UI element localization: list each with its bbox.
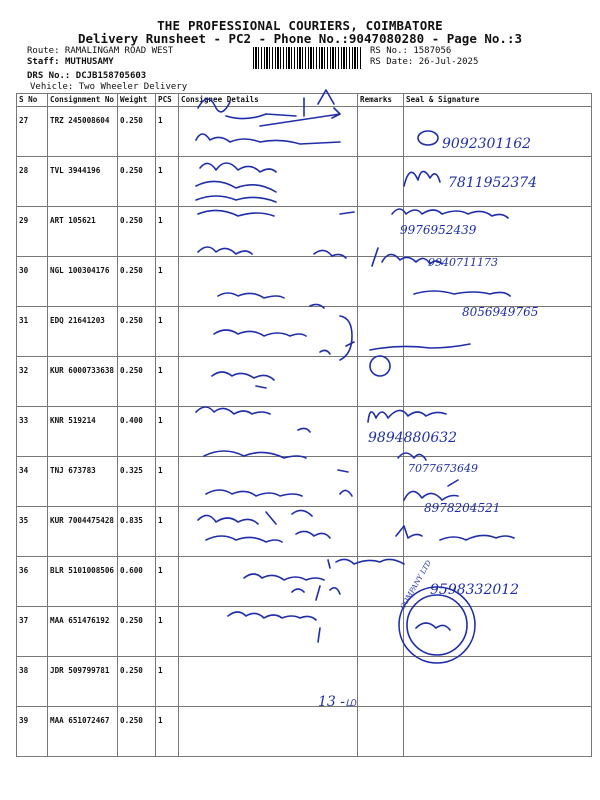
row-weight: 0.250	[118, 607, 156, 657]
row-pcs: 1	[156, 707, 179, 757]
col-sno: S No	[17, 94, 48, 107]
handwritten-phone: 9092301162	[442, 136, 532, 152]
row-consignee	[179, 107, 358, 157]
handwritten-phone: 9894880632	[368, 430, 458, 446]
row-weight: 0.835	[118, 507, 156, 557]
runsheet-table	[16, 93, 592, 757]
row-consignee	[179, 507, 358, 557]
row-sno: 33	[17, 407, 48, 457]
row-sno: 35	[17, 507, 48, 557]
row-sno: 27	[17, 107, 48, 157]
row-consignee	[179, 407, 358, 457]
col-weight: Weight	[118, 94, 156, 107]
row-remarks	[358, 307, 404, 357]
row-consignment: MAA 651476192	[48, 607, 118, 657]
row-consignee	[179, 657, 358, 707]
row-consignment: MAA 651072467	[48, 707, 118, 757]
row-consignment: TNJ 673783	[48, 457, 118, 507]
drs-number: DCJB158705603	[75, 71, 147, 81]
col-consignment: Consignment No	[48, 94, 118, 107]
row-pcs: 1	[156, 407, 179, 457]
row-signature	[404, 457, 592, 507]
table-row	[17, 407, 592, 457]
row-consignee	[179, 207, 358, 257]
row-signature	[404, 707, 592, 757]
row-sno: 30	[17, 257, 48, 307]
row-consignee	[179, 307, 358, 357]
row-signature	[404, 557, 592, 607]
row-weight: 0.250	[118, 707, 156, 757]
table-row	[17, 557, 592, 607]
handwritten-phone: 9976952439	[400, 223, 477, 237]
row-pcs: 1	[156, 607, 179, 657]
table-row	[17, 607, 592, 657]
row-weight: 0.400	[118, 407, 156, 457]
row-remarks	[358, 557, 404, 607]
row-pcs: 1	[156, 257, 179, 307]
row-consignee	[179, 457, 358, 507]
row-remarks	[358, 257, 404, 307]
staff-name: MUTHUSAMY	[64, 57, 114, 67]
rs-number: RS No.: 1587056	[370, 46, 452, 56]
row-weight: 0.600	[118, 557, 156, 607]
row-remarks	[358, 507, 404, 557]
table-row	[17, 507, 592, 557]
row-consignment: NGL 100304176	[48, 257, 118, 307]
row-consignee	[179, 257, 358, 307]
row-remarks	[358, 657, 404, 707]
row-signature	[404, 257, 592, 307]
row-sno: 36	[17, 557, 48, 607]
row-remarks	[358, 607, 404, 657]
row-consignment: EDQ 21641203	[48, 307, 118, 357]
drs-line	[27, 71, 146, 82]
table-row	[17, 657, 592, 707]
row-remarks	[358, 107, 404, 157]
row-signature	[404, 107, 592, 157]
row-pcs: 1	[156, 107, 179, 157]
row-pcs: 1	[156, 657, 179, 707]
handwritten-phone: 9940711173	[428, 256, 498, 269]
staff-label: Staff:	[27, 57, 65, 67]
seal-text: COMPANY LTD	[398, 559, 434, 611]
table-row	[17, 307, 592, 357]
row-consignment: TVL 3944196	[48, 157, 118, 207]
handwritten-phone: 7077673649	[408, 462, 478, 475]
row-sno: 28	[17, 157, 48, 207]
row-remarks	[358, 207, 404, 257]
row-pcs: 1	[156, 357, 179, 407]
runsheet-subtitle: Delivery Runsheet - PC2 - Phone No.:9047080280 - Page No.:3	[77, 31, 522, 46]
table-row	[17, 707, 592, 757]
row-weight: 0.250	[118, 657, 156, 707]
staff-line	[27, 57, 114, 68]
table-row	[17, 107, 592, 157]
row-sno: 39	[17, 707, 48, 757]
table-header-row	[17, 94, 592, 107]
col-pcs: PCS	[156, 94, 179, 107]
row-remarks	[358, 407, 404, 457]
route-line: Route: RAMALINGAM ROAD WEST	[27, 46, 174, 56]
col-signature: Seal & Signature	[404, 94, 592, 107]
row-pcs: 1	[156, 507, 179, 557]
rs-date: RS Date: 26-Jul-2025	[370, 57, 479, 67]
row-remarks	[358, 357, 404, 407]
row-consignment: KUR 6000733638	[48, 357, 118, 407]
row-consignee	[179, 157, 358, 207]
row-sno: 38	[17, 657, 48, 707]
row-sno: 34	[17, 457, 48, 507]
row-remarks	[358, 157, 404, 207]
table-row	[17, 207, 592, 257]
row-consignee	[179, 707, 358, 757]
row-weight: 0.250	[118, 257, 156, 307]
table-row	[17, 357, 592, 407]
row-weight: 0.250	[118, 307, 156, 357]
row-sno: 32	[17, 357, 48, 407]
row-consignment: TRZ 245008604	[48, 107, 118, 157]
row-weight: 0.250	[118, 157, 156, 207]
row-signature	[404, 207, 592, 257]
table-row	[17, 157, 592, 207]
row-consignment: KNR 519214	[48, 407, 118, 457]
row-sno: 29	[17, 207, 48, 257]
row-remarks	[358, 457, 404, 507]
row-weight: 0.250	[118, 207, 156, 257]
row-consignment: JDR 509799781	[48, 657, 118, 707]
row-weight: 0.250	[118, 357, 156, 407]
row-signature	[404, 407, 592, 457]
col-remarks: Remarks	[358, 94, 404, 107]
row-signature	[404, 157, 592, 207]
table-row	[17, 457, 592, 507]
row-pcs: 1	[156, 557, 179, 607]
handwritten-phone: 8056949765	[462, 305, 539, 319]
table-row	[17, 257, 592, 307]
row-signature	[404, 507, 592, 557]
barcode	[253, 47, 361, 69]
vehicle-line: Vehicle: Two Wheeler Delivery	[30, 82, 188, 92]
company-title: THE PROFESSIONAL COURIERS, COIMBATORE	[157, 18, 443, 33]
row-pcs: 1	[156, 207, 179, 257]
row-sno: 31	[17, 307, 48, 357]
handwritten-phone: 8978204521	[424, 501, 501, 515]
row-pcs: 1	[156, 457, 179, 507]
row-consignment: ART 105621	[48, 207, 118, 257]
row-consignee	[179, 607, 358, 657]
drs-label: DRS No.:	[27, 71, 76, 81]
row-pcs: 1	[156, 307, 179, 357]
handwritten-phone: 7811952374	[448, 175, 538, 191]
row-signature	[404, 357, 592, 407]
row-signature	[404, 657, 592, 707]
handwritten-footer-note: 13 -ம	[318, 694, 357, 710]
row-remarks	[358, 707, 404, 757]
row-pcs: 1	[156, 157, 179, 207]
row-consignee	[179, 557, 358, 607]
row-consignment: KUR 7004475428	[48, 507, 118, 557]
row-signature	[404, 307, 592, 357]
row-signature	[404, 607, 592, 657]
row-consignment: BLR 5101008506	[48, 557, 118, 607]
row-weight: 0.325	[118, 457, 156, 507]
row-sno: 37	[17, 607, 48, 657]
handwritten-phone: 9598332012	[430, 582, 520, 598]
col-consignee: Consignee Details	[179, 94, 358, 107]
row-weight: 0.250	[118, 107, 156, 157]
row-consignee	[179, 357, 358, 407]
